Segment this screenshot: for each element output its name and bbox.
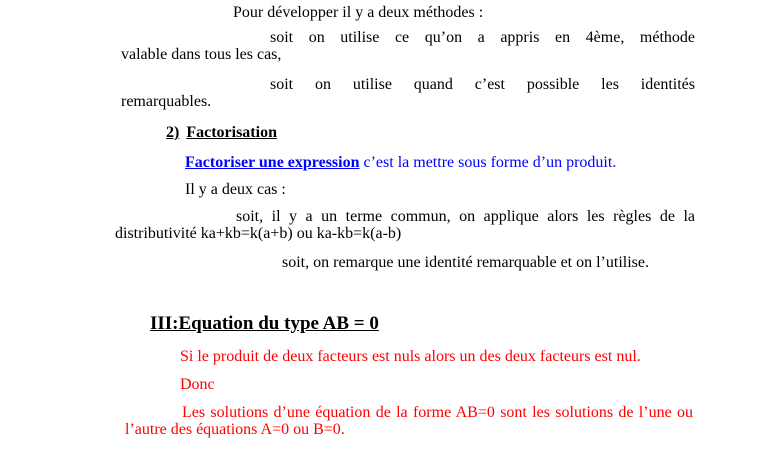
method-1-line-1: soit on utilise ce qu’on a appris en 4ème, méthode xyxy=(270,29,695,46)
definition-paragraph xyxy=(185,154,616,171)
method-2-line-2: remarquables. xyxy=(121,93,212,110)
two-cases-paragraph: Il y a deux cas : xyxy=(185,181,286,198)
factoriser-link[interactable]: Factoriser une expression xyxy=(185,154,360,171)
definition-rest: c’est la mettre sous forme d’un produit. xyxy=(359,154,617,171)
section-2-title: Factorisation xyxy=(186,124,277,141)
section-2-number: 2) xyxy=(166,124,180,141)
case-1-paragraph xyxy=(115,208,695,242)
conclusion-line-2: l’autre des équations A=0 ou B=0. xyxy=(125,421,345,438)
conclusion-paragraph xyxy=(125,404,693,438)
intro-paragraph: Pour développer il y a deux méthodes : xyxy=(233,4,484,21)
section-2-heading xyxy=(166,124,277,141)
case-1-line-2: distributivité ka+kb=k(a+b) ou ka-kb=k(a-b) xyxy=(115,225,402,242)
method-2-paragraph xyxy=(121,76,695,110)
case-1-line-1: soit, il y a un terme commun, on applique alors les règles de la xyxy=(236,208,695,225)
method-2-line-1: soit on utilise quand c’est possible les identités xyxy=(270,76,695,93)
method-1-paragraph xyxy=(121,29,695,63)
rule-paragraph: Si le produit de deux facteurs est nuls alors un des deux facteurs est nul. xyxy=(180,348,641,365)
donc-paragraph: Donc xyxy=(180,376,215,393)
case-2-paragraph: soit, on remarque une identité remarquable et on l’utilise. xyxy=(282,254,649,271)
conclusion-line-1: Les solutions d’une équation de la forme AB=0 sont les solutions de l’une ou xyxy=(182,404,693,421)
section-3-heading: III:Equation du type AB = 0 xyxy=(150,313,379,334)
method-1-line-2: valable dans tous les cas, xyxy=(121,46,282,63)
